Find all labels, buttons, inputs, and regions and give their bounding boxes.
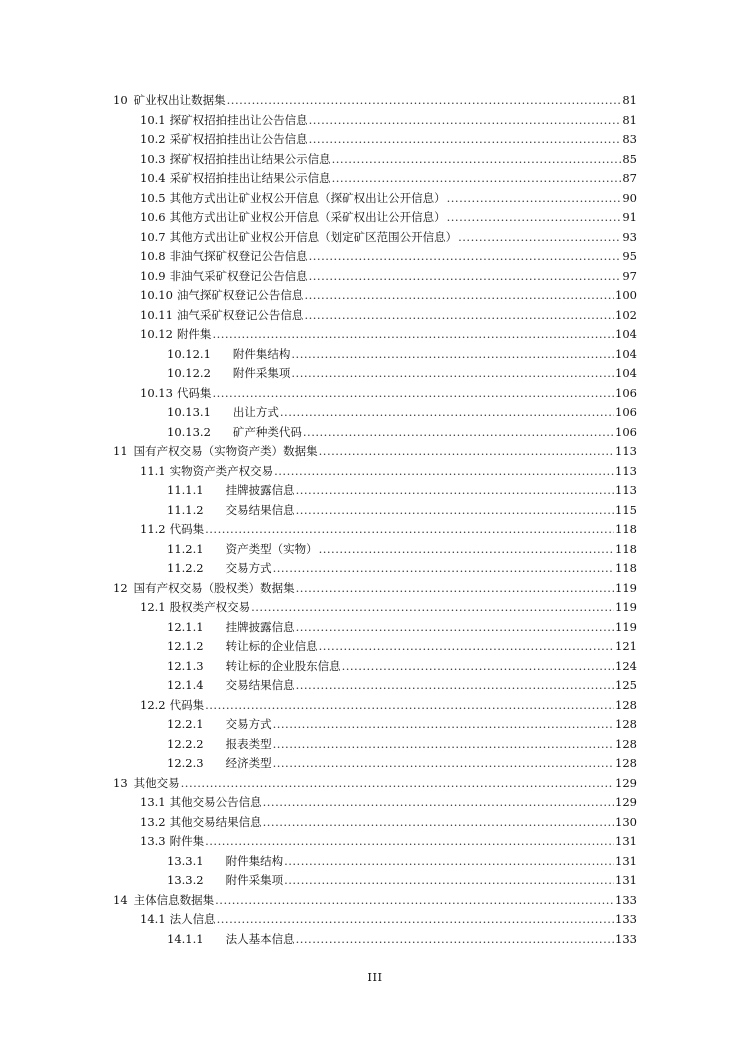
toc-entry-title	[167, 735, 272, 755]
toc-page-number: 128	[615, 697, 637, 712]
toc-entry-label: 挂牌披露信息	[225, 483, 295, 497]
toc-entry-label: 交易方式	[225, 717, 272, 731]
toc-entry-number: 11	[113, 444, 128, 458]
toc-dot-leader	[273, 715, 614, 735]
toc-page-number: 130	[615, 814, 637, 829]
toc-entry-title	[167, 364, 290, 384]
toc-entry[interactable]	[113, 130, 637, 150]
toc-page-number: 128	[615, 736, 637, 751]
toc-entry[interactable]	[113, 286, 637, 306]
toc-entry-label: 油气探矿权登记公告信息	[176, 288, 304, 302]
toc-entry-label: 附件集	[169, 834, 205, 848]
toc-entry-number: 12.1.1	[167, 619, 204, 634]
toc-entry[interactable]	[113, 267, 637, 287]
toc-entry-label: 法人信息	[169, 912, 216, 926]
toc-entry-title	[140, 228, 457, 248]
toc-entry-title	[140, 598, 250, 618]
toc-entry-number: 10.6	[140, 210, 166, 224]
toc-page-number: 100	[615, 288, 637, 302]
toc-entry-number: 14.1.1	[167, 931, 204, 946]
toc-entry-number: 10.1	[140, 112, 166, 127]
toc-entry-title	[167, 930, 295, 950]
toc-entry[interactable]	[113, 559, 637, 579]
toc-entry-number: 10.12.2	[167, 366, 211, 380]
toc-entry-number: 12.1.3	[167, 658, 204, 673]
toc-entry-label: 附件集	[176, 327, 212, 341]
toc-page-number: 91	[622, 210, 637, 224]
toc-entry-label: 其他方式出让矿业权公开信息（探矿权出让公开信息）	[169, 190, 446, 205]
toc-page-number: 85	[622, 151, 637, 166]
toc-entry-label: 其他交易结果信息	[169, 814, 262, 829]
toc-dot-leader	[332, 150, 622, 170]
toc-entry-number: 10.5	[140, 190, 166, 205]
toc-dot-leader	[296, 618, 614, 638]
toc-entry-label: 采矿权招拍挂出让公告信息	[169, 132, 308, 146]
toc-entry[interactable]	[113, 111, 637, 131]
toc-page-number: 125	[615, 678, 637, 692]
toc-entry-number: 10.3	[140, 151, 166, 166]
toc-entry-number: 13.3	[140, 834, 166, 848]
toc-entry[interactable]	[113, 657, 637, 677]
toc-entry[interactable]	[113, 247, 637, 267]
toc-entry-label: 代码集	[169, 522, 205, 536]
toc-dot-leader	[309, 130, 622, 150]
toc-page-number: 118	[615, 522, 637, 536]
toc-page-number: 104	[615, 327, 637, 341]
toc-entry[interactable]	[113, 598, 637, 618]
toc-entry-title	[113, 774, 180, 794]
toc-entry-label: 报表类型	[225, 736, 272, 751]
toc-entry-label: 出让方式	[232, 405, 279, 419]
toc-entry[interactable]	[113, 306, 637, 326]
toc-page-number: 97	[622, 268, 637, 283]
toc-entry-number: 13.2	[140, 814, 166, 829]
toc-page-number: 133	[615, 892, 637, 907]
toc-entry-label: 矿业权出让数据集	[133, 93, 226, 107]
toc-entry-title	[113, 891, 214, 911]
toc-entry-label: 油气采矿权登记公告信息	[176, 307, 304, 322]
toc-entry-title	[167, 618, 295, 638]
toc-entry-number: 10.13.2	[167, 424, 211, 439]
toc-entry-number: 12.1	[140, 600, 166, 614]
toc-entry-number: 10	[113, 93, 128, 107]
toc-dot-leader	[273, 754, 614, 774]
toc-page-number: 104	[615, 366, 637, 380]
toc-dot-leader	[296, 579, 614, 599]
toc-entry-number: 11.2	[140, 522, 166, 536]
toc-entry-title	[167, 481, 295, 501]
toc-entry-number: 14	[113, 892, 128, 907]
toc-dot-leader	[263, 793, 614, 813]
toc-entry-number: 13.3.2	[167, 873, 204, 887]
toc-entry[interactable]	[113, 735, 637, 755]
toc-dot-leader	[212, 384, 614, 404]
toc-entry[interactable]	[113, 364, 637, 384]
toc-page-number: 118	[615, 541, 637, 556]
toc-entry-title	[140, 286, 303, 306]
toc-dot-leader	[309, 267, 622, 287]
toc-page-number: 90	[622, 190, 637, 205]
toc-entry-label: 挂牌披露信息	[225, 619, 295, 634]
toc-entry[interactable]	[113, 579, 637, 599]
toc-entry[interactable]	[113, 345, 637, 365]
toc-entry-label: 探矿权招拍挂出让结果公示信息	[169, 151, 331, 166]
toc-dot-leader	[309, 111, 622, 131]
toc-entry-number: 10.12.1	[167, 346, 211, 361]
toc-entry-title	[167, 559, 272, 579]
toc-page-number: 119	[615, 580, 637, 595]
toc-entry[interactable]	[113, 793, 637, 813]
toc-page-number: 119	[615, 600, 637, 614]
toc-page-number: 95	[622, 249, 637, 263]
toc-dot-leader	[212, 325, 614, 345]
toc-entry-number: 10.7	[140, 229, 166, 244]
toc-page-number: 83	[622, 132, 637, 146]
toc-entry[interactable]	[113, 676, 637, 696]
toc-entry[interactable]	[113, 520, 637, 540]
toc-entry-number: 10.8	[140, 249, 166, 263]
toc-entry-title	[167, 676, 295, 696]
toc-dot-leader	[296, 930, 614, 950]
toc-page-number: 129	[615, 775, 637, 790]
toc-entry[interactable]	[113, 169, 637, 189]
toc-page-number: 87	[622, 171, 637, 185]
toc-dot-leader	[284, 852, 614, 872]
toc-entry-title	[140, 793, 262, 813]
toc-entry-number: 12.1.2	[167, 639, 204, 653]
toc-entry-number: 13.3.1	[167, 853, 204, 868]
toc-entry[interactable]	[113, 442, 637, 462]
toc-entry-number: 12.2.2	[167, 736, 204, 751]
toc-entry-number: 11.1.1	[167, 483, 204, 497]
toc-entry-label: 其他交易	[133, 775, 180, 790]
toc-entry-label: 附件集结构	[225, 853, 284, 868]
toc-dot-leader	[273, 559, 614, 579]
toc-dot-leader	[447, 189, 622, 209]
toc-dot-leader	[319, 540, 614, 560]
toc-dot-leader	[205, 696, 614, 716]
toc-page-number: 121	[615, 639, 637, 653]
toc-page-number: 128	[615, 756, 637, 770]
toc-dot-leader	[280, 403, 614, 423]
toc-page-number: 93	[622, 229, 637, 244]
toc-page-number: 106	[615, 385, 637, 400]
toc-page-number: 102	[615, 307, 637, 322]
toc-page-number: 115	[615, 502, 637, 517]
toc-dot-leader	[319, 442, 614, 462]
toc-entry[interactable]	[113, 384, 637, 404]
toc-dot-leader	[291, 364, 614, 384]
toc-entry-title	[140, 696, 204, 716]
toc-page-number: 106	[615, 405, 637, 419]
toc-entry-number: 11.1.2	[167, 502, 204, 517]
toc-entry-title	[167, 715, 272, 735]
toc-entry-number: 13.1	[140, 795, 166, 809]
toc-entry-title	[140, 169, 331, 189]
toc-entry-number: 10.10	[140, 288, 173, 302]
toc-entry[interactable]	[113, 325, 637, 345]
toc-entry-title	[140, 384, 211, 404]
toc-entry-number: 13	[113, 775, 128, 790]
toc-entry-title	[167, 423, 302, 443]
toc-entry-label: 附件采集项	[232, 366, 291, 380]
toc-entry-number: 10.13.1	[167, 405, 211, 419]
toc-entry-label: 法人基本信息	[225, 931, 295, 946]
toc-entry-title	[167, 754, 272, 774]
toc-entry[interactable]	[113, 208, 637, 228]
toc-entry-title	[140, 111, 308, 131]
toc-entry[interactable]	[113, 715, 637, 735]
toc-entry[interactable]	[113, 774, 637, 794]
toc-page-number: 104	[615, 346, 637, 361]
page-number: III	[367, 970, 383, 984]
toc-entry-title	[167, 657, 341, 677]
toc-entry-label: 资产类型（实物）	[225, 541, 318, 556]
toc-entry[interactable]	[113, 871, 637, 891]
toc-dot-leader	[303, 423, 614, 443]
toc-entry-label: 附件采集项	[225, 873, 284, 887]
toc-entry-title	[167, 403, 279, 423]
toc-dot-leader	[273, 735, 614, 755]
toc-entry-label: 国有产权交易（股权类）数据集	[133, 580, 295, 595]
toc-page-number: 133	[615, 912, 637, 926]
toc-entry[interactable]	[113, 852, 637, 872]
toc-entry-number: 11.2.2	[167, 561, 204, 575]
toc-entry-title	[140, 247, 308, 267]
toc-entry[interactable]	[113, 403, 637, 423]
toc-entry-label: 采矿权招拍挂出让结果公示信息	[169, 171, 331, 185]
toc-entry-label: 股权类产权交易	[169, 600, 251, 614]
toc-page-number: 131	[615, 873, 637, 887]
table-of-contents	[113, 91, 637, 949]
toc-dot-leader	[215, 891, 614, 911]
toc-entry-label: 附件集结构	[232, 346, 291, 361]
toc-entry-title	[140, 306, 303, 326]
toc-entry-title	[167, 871, 283, 891]
toc-dot-leader	[319, 637, 614, 657]
toc-entry-label: 转让标的企业股东信息	[225, 658, 341, 673]
toc-entry-title	[140, 208, 446, 228]
toc-entry-title	[140, 130, 308, 150]
toc-dot-leader	[227, 91, 622, 111]
toc-entry-label: 实物资产类产权交易	[169, 463, 274, 478]
toc-entry[interactable]	[113, 696, 637, 716]
toc-dot-leader	[274, 462, 614, 482]
toc-entry[interactable]	[113, 618, 637, 638]
toc-entry-title	[140, 520, 204, 540]
toc-entry-number: 10.13	[140, 385, 173, 400]
toc-entry[interactable]	[113, 91, 637, 111]
toc-entry[interactable]	[113, 189, 637, 209]
toc-entry[interactable]	[113, 481, 637, 501]
toc-page-number: 119	[615, 619, 637, 634]
toc-entry-label: 代码集	[176, 385, 212, 400]
toc-entry[interactable]	[113, 501, 637, 521]
toc-entry[interactable]	[113, 910, 637, 930]
toc-page-number: 124	[615, 658, 637, 673]
toc-entry-title	[140, 813, 262, 833]
toc-entry-label: 非油气采矿权登记公告信息	[169, 268, 308, 283]
toc-entry[interactable]	[113, 754, 637, 774]
toc-dot-leader	[296, 676, 614, 696]
toc-entry-title	[167, 540, 318, 560]
toc-page-number: 118	[615, 561, 637, 575]
toc-entry-number: 10.12	[140, 327, 173, 341]
toc-dot-leader	[458, 228, 621, 248]
toc-entry[interactable]	[113, 228, 637, 248]
toc-entry[interactable]	[113, 891, 637, 911]
toc-dot-leader	[217, 910, 614, 930]
toc-entry-number: 12.1.4	[167, 678, 204, 692]
toc-entry-number: 14.1	[140, 912, 166, 926]
toc-entry[interactable]	[113, 150, 637, 170]
toc-page-number: 131	[615, 853, 637, 868]
toc-entry-title	[140, 832, 204, 852]
toc-entry-title	[113, 442, 318, 462]
toc-dot-leader	[296, 501, 614, 521]
toc-dot-leader	[181, 774, 614, 794]
toc-entry-title	[140, 267, 308, 287]
toc-entry-label: 其他方式出让矿业权公开信息（采矿权出让公开信息）	[169, 210, 446, 224]
toc-dot-leader	[304, 306, 614, 326]
toc-page-number: 81	[622, 93, 637, 107]
toc-entry-number: 12.2	[140, 697, 166, 712]
toc-dot-leader	[205, 832, 614, 852]
toc-entry-number: 10.9	[140, 268, 166, 283]
toc-entry-label: 探矿权招拍挂出让公告信息	[169, 112, 308, 127]
toc-entry-label: 非油气探矿权登记公告信息	[169, 249, 308, 263]
toc-page-number: 113	[615, 483, 637, 497]
toc-dot-leader	[342, 657, 614, 677]
toc-entry-number: 12.2.3	[167, 756, 204, 770]
toc-entry-title	[140, 189, 446, 209]
toc-dot-leader	[263, 813, 614, 833]
toc-entry-label: 国有产权交易（实物资产类）数据集	[133, 444, 318, 458]
toc-entry-title	[140, 910, 216, 930]
toc-entry-title	[167, 345, 290, 365]
toc-dot-leader	[291, 345, 614, 365]
toc-page-number: 131	[615, 834, 637, 848]
toc-entry-number: 11.1	[140, 463, 166, 478]
toc-dot-leader	[332, 169, 622, 189]
toc-entry[interactable]	[113, 423, 637, 443]
toc-entry-label: 主体信息数据集	[133, 892, 215, 907]
toc-entry-title	[167, 852, 283, 872]
toc-entry-title	[113, 91, 226, 111]
toc-entry[interactable]	[113, 930, 637, 950]
toc-entry-title	[140, 462, 273, 482]
toc-entry-label: 矿产种类代码	[232, 424, 302, 439]
toc-page-number: 113	[615, 444, 637, 458]
toc-entry-title	[140, 325, 211, 345]
toc-entry-label: 其他方式出让矿业权公开信息（划定矿区范围公开信息）	[169, 229, 458, 244]
toc-page-number: 81	[622, 112, 637, 127]
toc-entry-label: 交易结果信息	[225, 678, 295, 692]
toc-entry-number: 10.4	[140, 171, 166, 185]
toc-dot-leader	[251, 598, 614, 618]
toc-page-number: 113	[615, 463, 637, 478]
toc-entry-label: 转让标的企业信息	[225, 639, 318, 653]
toc-entry-title	[140, 150, 331, 170]
toc-entry-number: 10.11	[140, 307, 173, 322]
toc-dot-leader	[309, 247, 622, 267]
toc-entry-number: 12.2.1	[167, 717, 204, 731]
toc-entry[interactable]	[113, 462, 637, 482]
toc-entry-label: 其他交易公告信息	[169, 795, 262, 809]
toc-page-number: 128	[615, 717, 637, 731]
toc-entry-number: 12	[113, 580, 128, 595]
toc-entry-title	[167, 501, 295, 521]
toc-entry[interactable]	[113, 637, 637, 657]
toc-entry-title	[113, 579, 295, 599]
toc-dot-leader	[205, 520, 614, 540]
toc-page-number: 129	[615, 795, 637, 809]
toc-entry[interactable]	[113, 813, 637, 833]
toc-entry[interactable]	[113, 540, 637, 560]
toc-entry-label: 经济类型	[225, 756, 272, 770]
toc-entry-label: 代码集	[169, 697, 205, 712]
toc-dot-leader	[304, 286, 614, 306]
toc-entry[interactable]	[113, 832, 637, 852]
toc-entry-label: 交易结果信息	[225, 502, 295, 517]
toc-entry-label: 交易方式	[225, 561, 272, 575]
toc-page-number: 106	[615, 424, 637, 439]
toc-entry-number: 11.2.1	[167, 541, 204, 556]
toc-entry-number: 10.2	[140, 132, 166, 146]
toc-dot-leader	[296, 481, 614, 501]
toc-dot-leader	[284, 871, 614, 891]
toc-page-number: 133	[615, 931, 637, 946]
toc-dot-leader	[447, 208, 622, 228]
toc-entry-title	[167, 637, 318, 657]
